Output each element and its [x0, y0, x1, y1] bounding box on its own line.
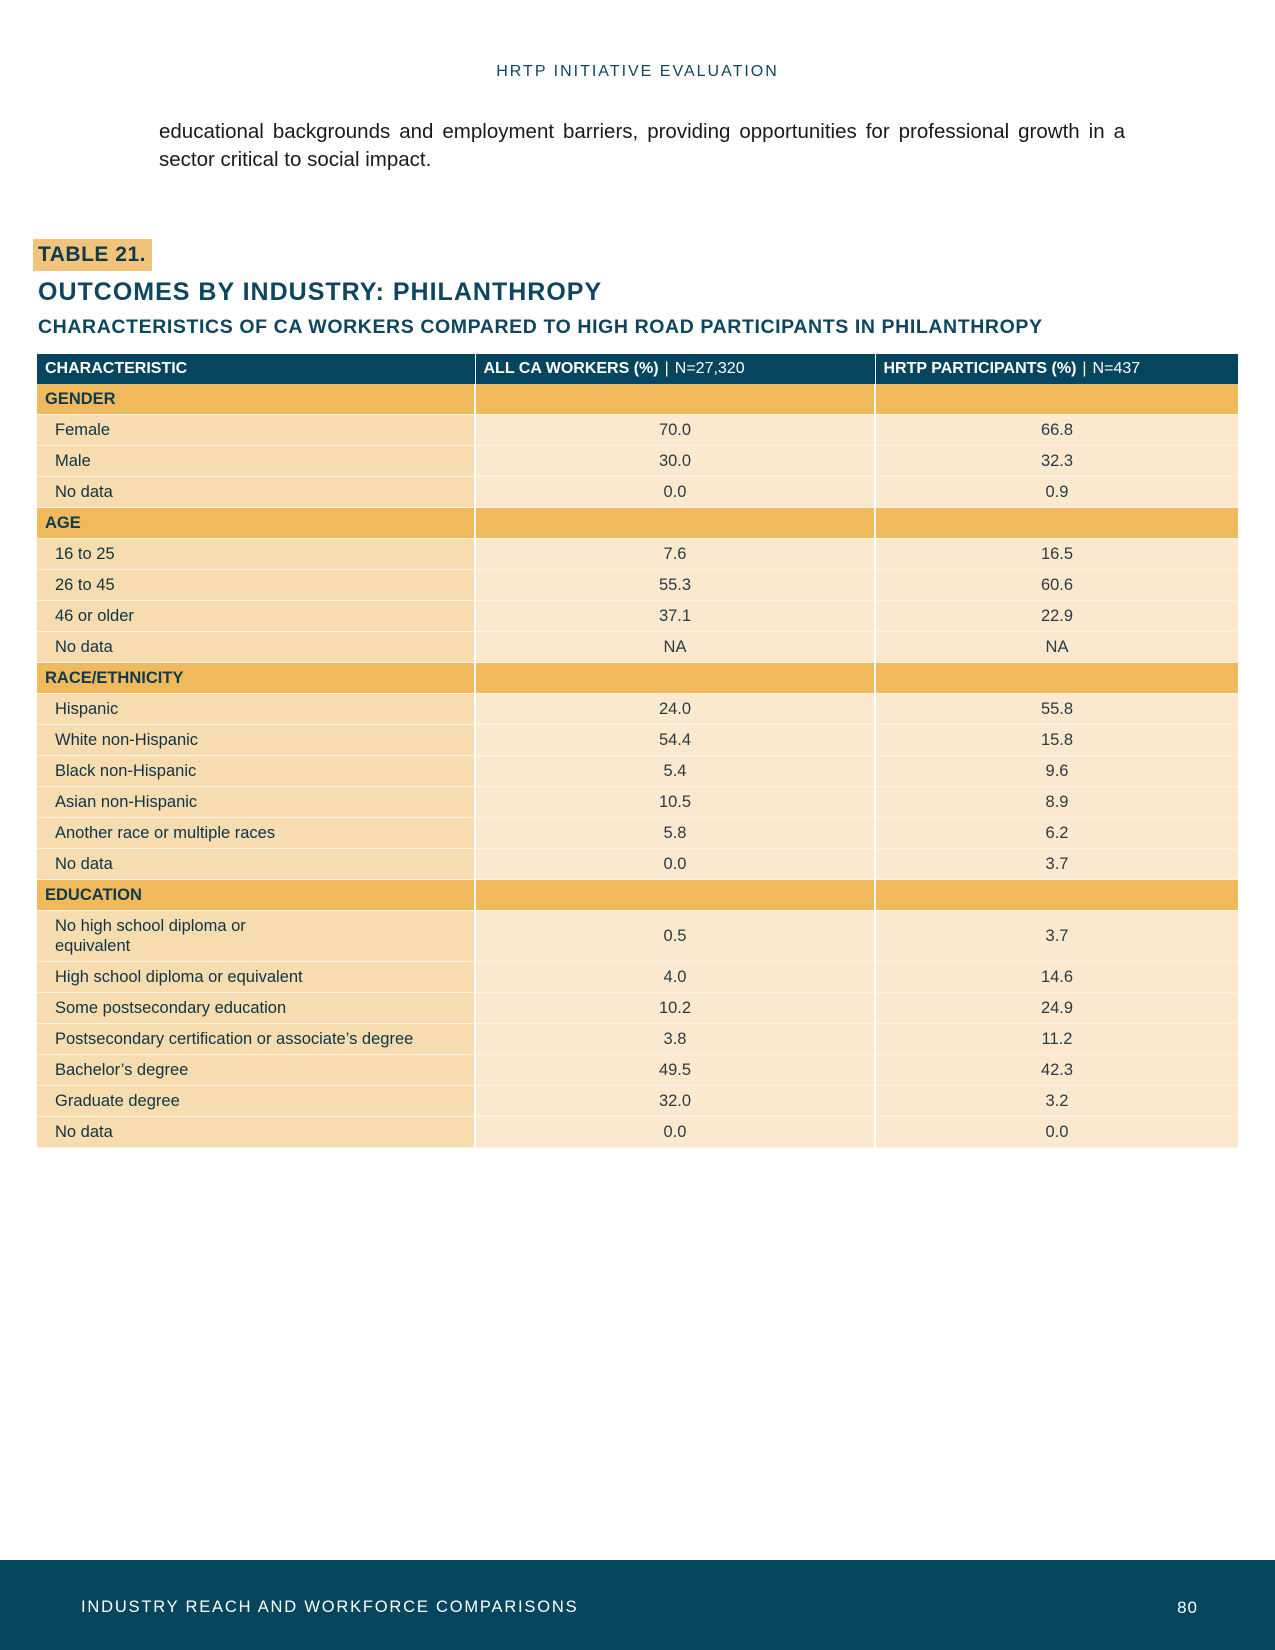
- row-label: Some postsecondary education: [37, 993, 475, 1024]
- ca-workers-value: 0.0: [475, 1117, 875, 1148]
- ca-workers-value: 37.1: [475, 601, 875, 632]
- table-row: [37, 1086, 1238, 1117]
- row-label: Postsecondary certification or associate’s degree: [37, 1024, 475, 1055]
- hrtp-value: 3.2: [875, 1086, 1238, 1117]
- table-row: [37, 570, 1238, 601]
- hrtp-value: 24.9: [875, 993, 1238, 1024]
- hrtp-value: NA: [875, 632, 1238, 663]
- table-row: [37, 756, 1238, 787]
- table-row: [37, 787, 1238, 818]
- page-footer: [0, 1560, 1275, 1650]
- table-number-tag: TABLE 21.: [33, 239, 152, 271]
- table-row: [37, 632, 1238, 663]
- column-header-hrtp: [875, 354, 1238, 384]
- group-empty-cell: [475, 384, 875, 415]
- group-label: AGE: [37, 508, 475, 539]
- row-label: Male: [37, 446, 475, 477]
- hrtp-value: 32.3: [875, 446, 1238, 477]
- row-label: 26 to 45: [37, 570, 475, 601]
- group-empty-cell: [475, 663, 875, 694]
- ca-workers-value: 4.0: [475, 962, 875, 993]
- group-row: [37, 880, 1238, 911]
- group-label: RACE/ETHNICITY: [37, 663, 475, 694]
- ca-workers-value: 3.8: [475, 1024, 875, 1055]
- ca-workers-value: 0.5: [475, 911, 875, 962]
- hrtp-value: 15.8: [875, 725, 1238, 756]
- group-row: [37, 663, 1238, 694]
- table-row: [37, 446, 1238, 477]
- table-row: [37, 477, 1238, 508]
- hrtp-value: 60.6: [875, 570, 1238, 601]
- column-header-characteristic: [37, 354, 475, 384]
- ca-workers-value: 10.2: [475, 993, 875, 1024]
- row-label: Black non-Hispanic: [37, 756, 475, 787]
- hrtp-value: 0.9: [875, 477, 1238, 508]
- table-row: [37, 1024, 1238, 1055]
- hrtp-value: 55.8: [875, 694, 1238, 725]
- table-row: [37, 849, 1238, 880]
- row-label: White non-Hispanic: [37, 725, 475, 756]
- group-row: [37, 508, 1238, 539]
- table-row: [37, 694, 1238, 725]
- hrtp-value: 9.6: [875, 756, 1238, 787]
- ca-workers-value: 24.0: [475, 694, 875, 725]
- hrtp-value: 11.2: [875, 1024, 1238, 1055]
- table-row: [37, 725, 1238, 756]
- ca-workers-value: 49.5: [475, 1055, 875, 1086]
- hrtp-value: 42.3: [875, 1055, 1238, 1086]
- table-row: [37, 911, 1238, 962]
- intro-paragraph: educational backgrounds and employment barriers, providing opportunities for professional growth in a sector critical to social impact.: [159, 120, 1125, 171]
- group-empty-cell: [475, 508, 875, 539]
- table-row: [37, 539, 1238, 570]
- hrtp-value: 14.6: [875, 962, 1238, 993]
- outcomes-table: [37, 354, 1238, 1148]
- row-label: Female: [37, 415, 475, 446]
- row-label: Another race or multiple races: [37, 818, 475, 849]
- column-header-ca-workers: [475, 354, 875, 384]
- column-header-sample-size: N=437: [1092, 360, 1141, 377]
- row-label: 16 to 25: [37, 539, 475, 570]
- ca-workers-value: NA: [475, 632, 875, 663]
- row-label: Hispanic: [37, 694, 475, 725]
- row-label: No data: [37, 849, 475, 880]
- hrtp-value: 8.9: [875, 787, 1238, 818]
- ca-workers-value: 5.4: [475, 756, 875, 787]
- ca-workers-value: 54.4: [475, 725, 875, 756]
- row-label: Graduate degree: [37, 1086, 475, 1117]
- ca-workers-value: 0.0: [475, 849, 875, 880]
- running-header: HRTP INITIATIVE EVALUATION: [496, 63, 779, 80]
- hrtp-value: 6.2: [875, 818, 1238, 849]
- hrtp-value: 16.5: [875, 539, 1238, 570]
- table-row: [37, 415, 1238, 446]
- ca-workers-value: 0.0: [475, 477, 875, 508]
- hrtp-value: 3.7: [875, 849, 1238, 880]
- table-row: [37, 993, 1238, 1024]
- group-row: [37, 384, 1238, 415]
- hrtp-value: 0.0: [875, 1117, 1238, 1148]
- table-title: OUTCOMES BY INDUSTRY: PHILANTHROPY: [38, 278, 603, 306]
- row-label: No data: [37, 1117, 475, 1148]
- ca-workers-value: 32.0: [475, 1086, 875, 1117]
- ca-workers-value: 10.5: [475, 787, 875, 818]
- column-header-label: ALL CA WORKERS (%): [483, 360, 659, 377]
- group-empty-cell: [875, 663, 1238, 694]
- table-subtitle: CHARACTERISTICS OF CA WORKERS COMPARED TO HIGH ROAD PARTICIPANTS IN PHILANTHROPY: [38, 316, 1043, 338]
- ca-workers-value: 55.3: [475, 570, 875, 601]
- table-header-row: [37, 354, 1238, 384]
- table-row: [37, 1117, 1238, 1148]
- table-row: [37, 962, 1238, 993]
- row-label: No high school diploma or equivalent: [37, 911, 475, 962]
- ca-workers-value: 70.0: [475, 415, 875, 446]
- column-header-label: CHARACTERISTIC: [45, 360, 188, 377]
- table-row: [37, 818, 1238, 849]
- row-label: Bachelor’s degree: [37, 1055, 475, 1086]
- row-label: No data: [37, 632, 475, 663]
- hrtp-value: 66.8: [875, 415, 1238, 446]
- group-label: GENDER: [37, 384, 475, 415]
- hrtp-value: 3.7: [875, 911, 1238, 962]
- row-label: High school diploma or equivalent: [37, 962, 475, 993]
- table-row: [37, 1055, 1238, 1086]
- ca-workers-value: 5.8: [475, 818, 875, 849]
- table-row: [37, 601, 1238, 632]
- hrtp-value: 22.9: [875, 601, 1238, 632]
- row-label: Asian non-Hispanic: [37, 787, 475, 818]
- ca-workers-value: 7.6: [475, 539, 875, 570]
- group-empty-cell: [475, 880, 875, 911]
- footer-section-title: INDUSTRY REACH AND WORKFORCE COMPARISONS: [81, 1598, 579, 1616]
- page-number: 80: [1177, 1598, 1198, 1617]
- column-header-separator: |: [664, 360, 669, 377]
- row-label: 46 or older: [37, 601, 475, 632]
- column-header-label: HRTP PARTICIPANTS (%): [883, 360, 1077, 377]
- ca-workers-value: 30.0: [475, 446, 875, 477]
- column-header-sample-size: N=27,320: [674, 360, 745, 377]
- group-label: EDUCATION: [37, 880, 475, 911]
- group-empty-cell: [875, 880, 1238, 911]
- column-header-separator: |: [1082, 360, 1087, 377]
- group-empty-cell: [875, 508, 1238, 539]
- row-label: No data: [37, 477, 475, 508]
- group-empty-cell: [875, 384, 1238, 415]
